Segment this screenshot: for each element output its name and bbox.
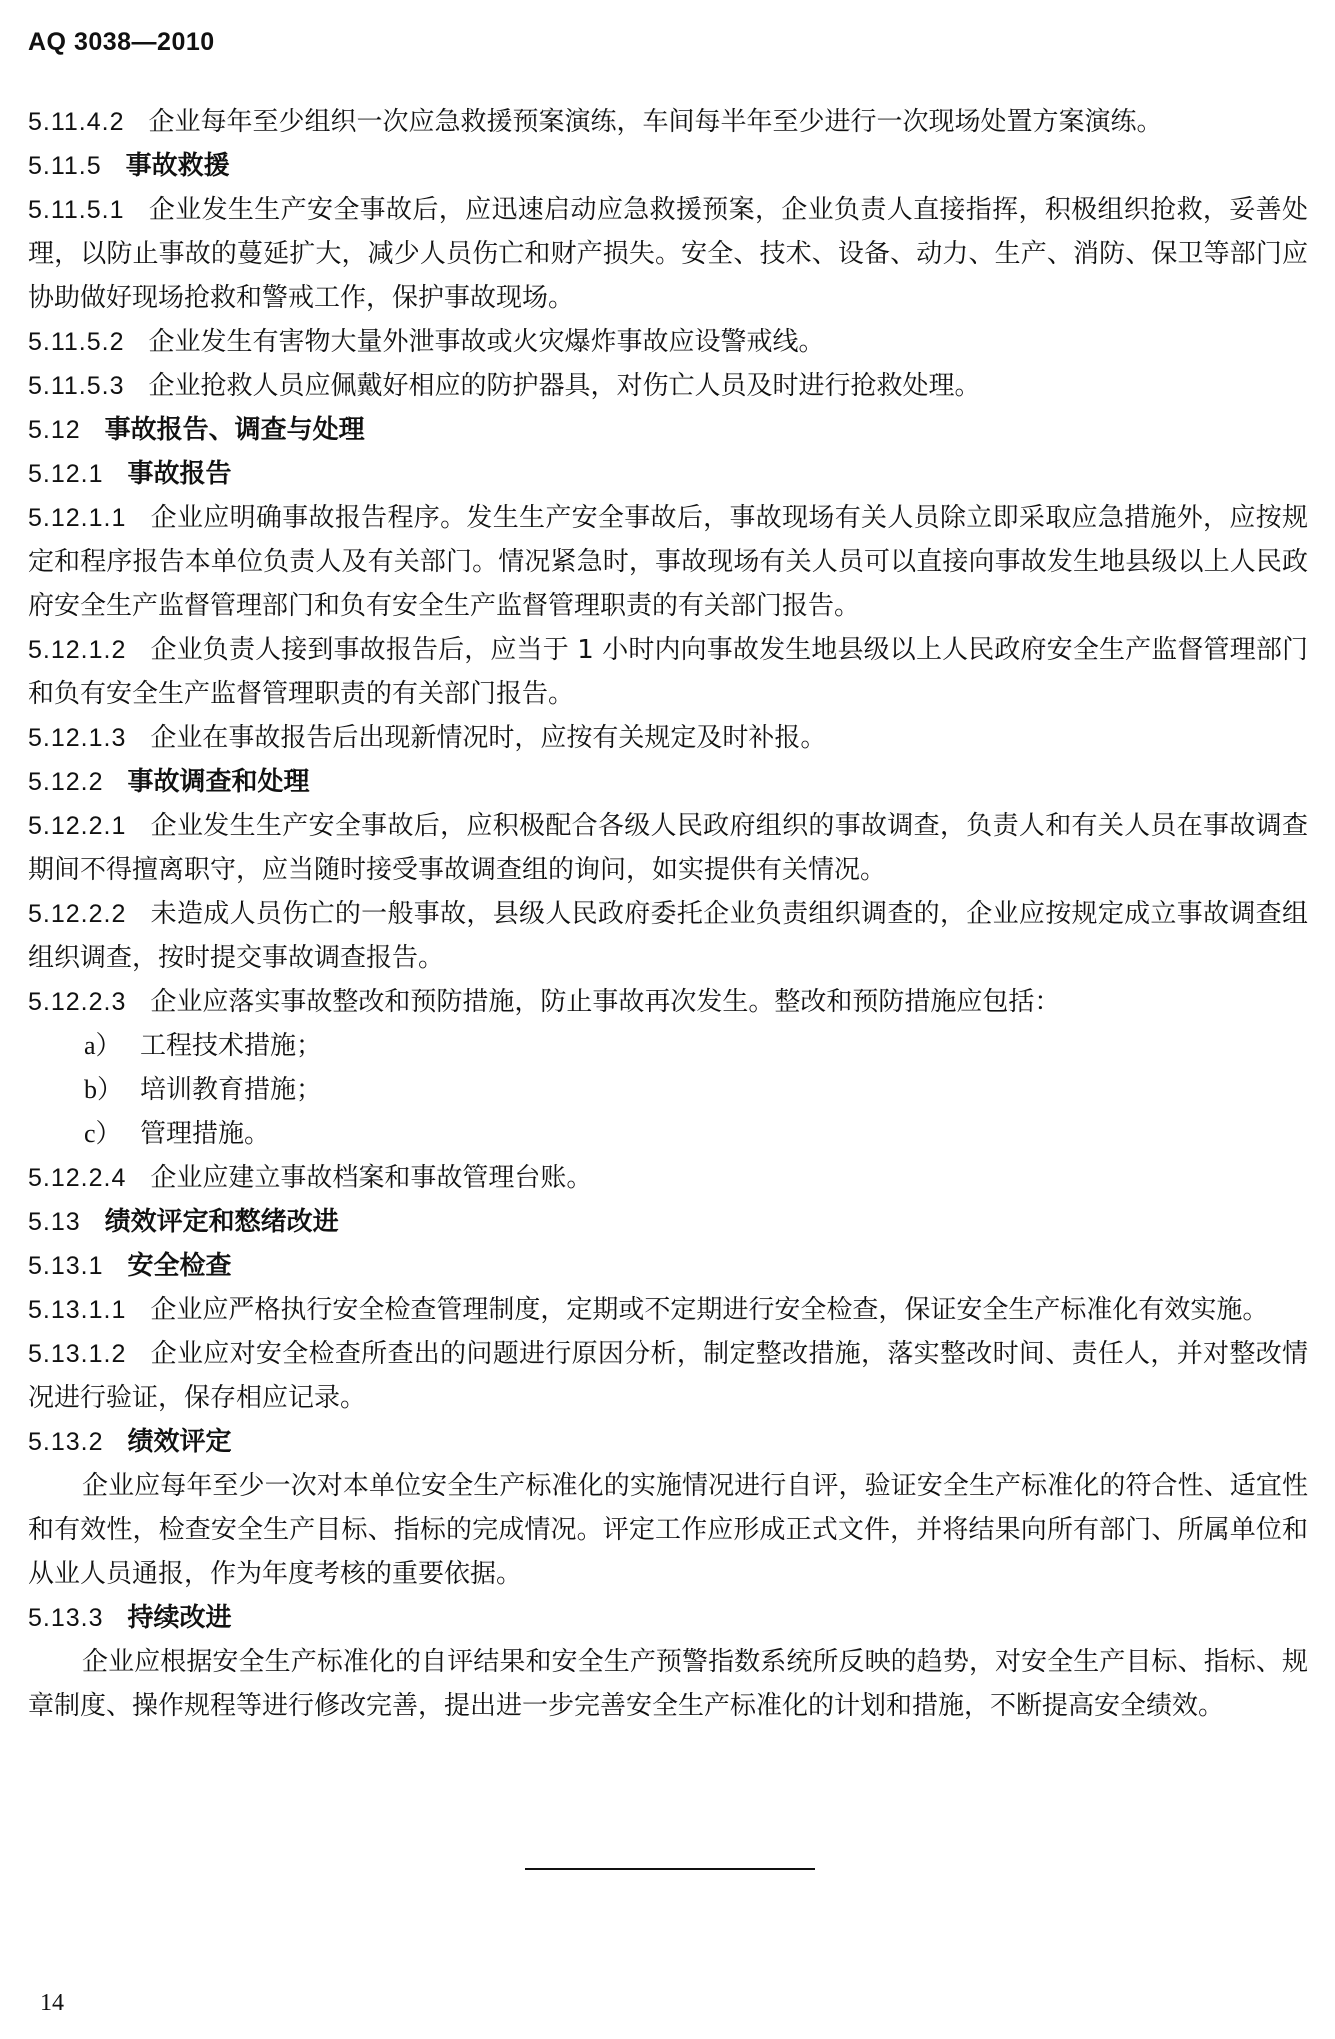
section-heading <box>28 1244 1308 1288</box>
clause-text: 企业发生生产安全事故后，应积极配合各级人民政府组织的事故调查，负责人和有关人员在事故调查期间不得擅离职守，应当随时接受事故调查组的询问，如实提供有关情况。 <box>28 811 1308 885</box>
list-item <box>28 1112 1308 1156</box>
clause-number: 5.13.1.1 <box>28 1296 127 1324</box>
list-label: b） <box>84 1075 124 1104</box>
list-text: 培训教育措施； <box>140 1075 323 1105</box>
section-heading <box>28 144 1308 188</box>
clause <box>28 980 1308 1024</box>
end-of-text-rule <box>525 1868 815 1870</box>
clause-text: 企业抢救人员应佩戴好相应的防护器具，对伤亡人员及时进行抢救处理。 <box>148 371 981 401</box>
clause <box>28 1288 1308 1332</box>
clause-number: 5.13.2 <box>28 1428 104 1456</box>
page-number: 14 <box>40 1990 64 2016</box>
clause-number: 5.13.1.2 <box>28 1340 127 1368</box>
clause-number: 5.12.2.2 <box>28 900 127 928</box>
heading-text: 事故报告 <box>127 459 232 489</box>
list-item <box>28 1024 1308 1068</box>
clause-text: 企业发生有害物大量外泄事故或火灾爆炸事故应设警戒线。 <box>148 327 825 357</box>
clause <box>28 804 1308 892</box>
clause-number: 5.12.1.1 <box>28 504 127 532</box>
clause-text: 企业应严格执行安全检查管理制度，定期或不定期进行安全检查，保证安全生产标准化有效实施。 <box>150 1295 1269 1325</box>
clause <box>28 100 1308 144</box>
clause-number: 5.12.2 <box>28 768 104 796</box>
clause-text: 企业应建立事故档案和事故管理台账。 <box>150 1163 593 1193</box>
clause-number: 5.12.1.2 <box>28 636 127 664</box>
section-heading <box>28 1200 1308 1244</box>
list-text: 工程技术措施； <box>140 1031 323 1061</box>
heading-text: 绩效评定 <box>127 1427 232 1457</box>
list-label: a） <box>84 1031 122 1060</box>
clause <box>28 1156 1308 1200</box>
section-heading <box>28 1420 1308 1464</box>
body-paragraph: 企业应根据安全生产标准化的自评结果和安全生产预警指数系统所反映的趋势，对安全生产目标、指标、规章制度、操作规程等进行修改完善，提出进一步完善安全生产标准化的计划和措施，不断提高安全绩效。 <box>28 1647 1308 1721</box>
body-paragraph: 企业应每年至少一次对本单位安全生产标准化的实施情况进行自评，验证安全生产标准化的符合性、适宜性和有效性，检查安全生产目标、指标的完成情况。评定工作应形成正式文件，并将结果向所有部门、所属单位和从业人员通报，作为年度考核的重要依据。 <box>28 1471 1308 1589</box>
clause-number: 5.13 <box>28 1208 81 1236</box>
clause <box>28 628 1308 716</box>
clause <box>28 496 1308 628</box>
clause-number: 5.12 <box>28 416 81 444</box>
clause-number: 5.11.5.3 <box>28 372 125 400</box>
clause <box>28 1332 1308 1420</box>
standard-id: AQ 3038—2010 <box>28 28 215 56</box>
clause-text: 企业在事故报告后出现新情况时，应按有关规定及时补报。 <box>150 723 827 753</box>
section-heading <box>28 452 1308 496</box>
heading-text: 持续改进 <box>127 1603 232 1633</box>
clause-number: 5.12.2.1 <box>28 812 127 840</box>
clause-number: 5.13.1 <box>28 1252 104 1280</box>
heading-text: 安全检查 <box>127 1251 232 1281</box>
clause-number: 5.12.2.4 <box>28 1164 127 1192</box>
section-heading <box>28 1596 1308 1640</box>
list-label: c） <box>84 1119 122 1148</box>
clause <box>28 716 1308 760</box>
clause-text: 企业发生生产安全事故后，应迅速启动应急救援预案，企业负责人直接指挥，积极组织抢救，妥善处理，以防止事故的蔓延扩大，减少人员伤亡和财产损失。安全、技术、设备、动力、生产、消防、保卫等部门应协助做好现场抢救和警戒工作，保护事故现场。 <box>28 195 1308 313</box>
clause-number: 5.12.1.3 <box>28 724 127 752</box>
clause-number: 5.11.5.2 <box>28 328 125 356</box>
clause <box>28 320 1308 364</box>
heading-text: 事故报告、调查与处理 <box>104 415 365 445</box>
clause-number: 5.12.1 <box>28 460 104 488</box>
clause-number: 5.11.4.2 <box>28 108 125 136</box>
clause-number: 5.11.5 <box>28 152 102 180</box>
heading-text: 事故调查和处理 <box>127 767 310 797</box>
section-heading <box>28 408 1308 452</box>
clause-text: 企业应落实事故整改和预防措施，防止事故再次发生。整改和预防措施应包括： <box>150 987 1061 1017</box>
clause-text: 企业应对安全检查所查出的问题进行原因分析，制定整改措施，落实整改时间、责任人，并对整改情况进行验证，保存相应记录。 <box>28 1339 1308 1413</box>
clause-text: 未造成人员伤亡的一般事故，县级人民政府委托企业负责组织调查的，企业应按规定成立事故调查组组织调查，按时提交事故调查报告。 <box>28 899 1308 973</box>
clause <box>28 188 1308 320</box>
clause-text: 企业每年至少组织一次应急救援预案演练，车间每半年至少进行一次现场处置方案演练。 <box>148 107 1163 137</box>
clause-text: 企业负责人接到事故报告后，应当于 1 小时内向事故发生地县级以上人民政府安全生产监督管理部门和负有安全生产监督管理职责的有关部门报告。 <box>28 635 1308 709</box>
list-item <box>28 1068 1308 1112</box>
heading-text: 绩效评定和憗绪改进 <box>104 1207 339 1237</box>
heading-text: 事故救援 <box>125 151 230 181</box>
clause-number: 5.13.3 <box>28 1604 104 1632</box>
clause <box>28 892 1308 980</box>
clause-text: 企业应明确事故报告程序。发生生产安全事故后，事故现场有关人员除立即采取应急措施外，应按规定和程序报告本单位负责人及有关部门。情况紧急时，事故现场有关人员可以直接向事故发生地县级以上人民政府安全生产监督管理部门和负有安全生产监督管理职责的有关部门报告。 <box>28 503 1308 621</box>
document-body <box>28 100 1308 1728</box>
section-heading <box>28 760 1308 804</box>
list-text: 管理措施。 <box>140 1119 271 1149</box>
clause-number: 5.11.5.1 <box>28 196 125 224</box>
clause-number: 5.12.2.3 <box>28 988 127 1016</box>
clause <box>28 364 1308 408</box>
